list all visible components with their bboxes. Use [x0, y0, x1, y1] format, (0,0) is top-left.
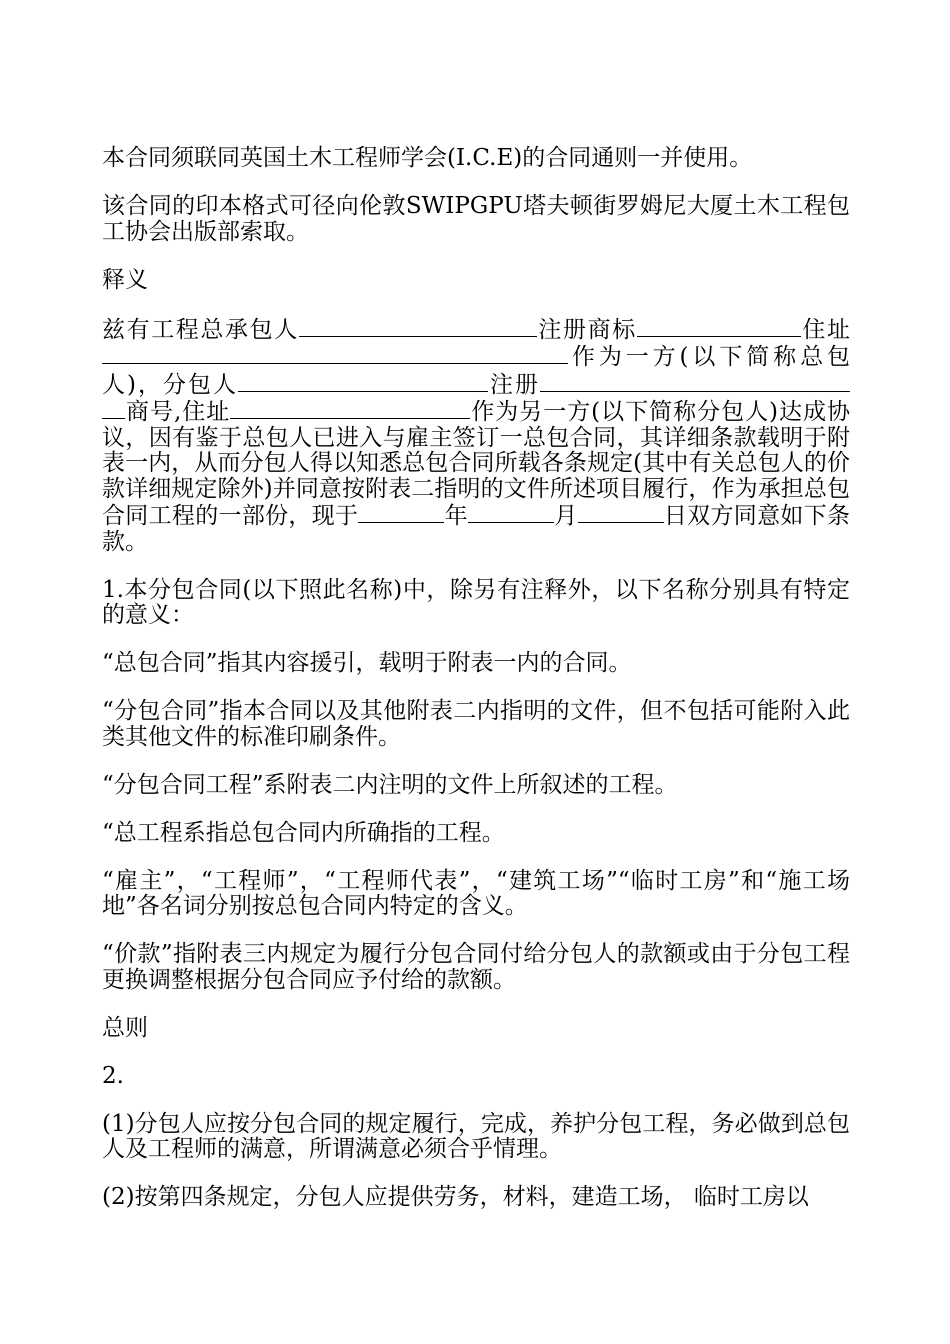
agreement-text-1: 兹有工程总承包人 [102, 316, 299, 343]
document-page [102, 146, 850, 1233]
blank-year[interactable] [358, 502, 444, 523]
paragraph-clause-2-1: (1)分包人应按分包合同的规定履行，完成，养护分包工程，务必做到总包人及工程师的满意，所谓满意必须合乎情理。 [102, 1110, 850, 1162]
agreement-text-6: 商号,住址 [125, 399, 231, 425]
heading-general: 总则 [102, 1014, 148, 1041]
blank-registration[interactable] [540, 371, 850, 392]
agreement-text-4: 作为一方(以下简称总包人)，分包人 [102, 344, 850, 398]
definition-main-works: “总工程系指总包合同内所确指的工程。 [102, 819, 505, 846]
blank-trademark[interactable] [637, 316, 801, 337]
paragraph-agreement [102, 316, 850, 556]
blank-contractor-name[interactable] [299, 316, 537, 337]
definition-subcontract: “分包合同”指本合同以及其他附表二内指明的文件，但不包括可能附入此类其他文件的标准印刷条件。 [102, 698, 850, 750]
agreement-text-7: 作为另一方(以下简称分包人)达成协议，因有鉴于总包人已进入与雇主签订一总包合同，其详细条款载明于附表一内，从而分包人得以知悉总包合同所载各条规定(其中有关总包人的价款详细规定除外)并同意按附表二指明的文件所述项目履行，作为承担总包合同工程的一部份，现于 [102, 399, 850, 529]
blank-day[interactable] [578, 502, 664, 523]
definition-price: “价款”指附表三内规定为履行分包合同付给分包人的款额或由于分包工程更换调整根据分包合同应予付给的款额。 [102, 941, 850, 993]
blank-subcontractor-name[interactable] [238, 371, 488, 392]
definition-subcontract-works: “分包合同工程”系附表二内注明的文件上所叙述的工程。 [102, 771, 678, 798]
paragraph-ice-usage: 本合同须联同英国土木工程师学会(I.C.E)的合同通则一并使用。 [102, 145, 753, 171]
agreement-text-year: 年 [444, 503, 468, 529]
paragraph-clause-2-2: (2)按第四条规定，分包人应提供劳务，材料，建造工场， 临时工房以 [102, 1184, 809, 1210]
paragraph-clause-2: 2. [102, 1062, 124, 1089]
blank-month[interactable] [468, 502, 554, 523]
paragraph-print-source: 该合同的印本格式可径向伦敦SWIPGPU塔夫顿街罗姆尼大厦土木工程包工协会出版部索取。 [102, 193, 850, 245]
definition-terms: “雇主”，“工程师”，“工程师代表”，“建筑工场”“临时工房”和“施工场地”各名词分别按总包合同内特定的含义。 [102, 867, 850, 919]
agreement-text-5: 注册 [487, 371, 540, 398]
blank-contractor-address[interactable] [102, 343, 568, 364]
agreement-text-month: 月 [553, 503, 578, 529]
definition-main-contract: “总包合同”指其内容援引，载明于附表一内的合同。 [102, 650, 632, 676]
agreement-text-3: 住址 [800, 316, 851, 343]
blank-registration-cont[interactable] [102, 398, 125, 419]
paragraph-clause-1: 1.本分包合同(以下照此名称)中，除另有注释外，以下名称分别具有特定的意义： [102, 576, 850, 628]
agreement-text-end: 日双方同意如下条款。 [102, 503, 851, 555]
blank-subcontractor-address[interactable] [230, 398, 470, 419]
agreement-text-2: 注册商标 [536, 316, 637, 343]
heading-definitions: 释义 [102, 266, 148, 293]
